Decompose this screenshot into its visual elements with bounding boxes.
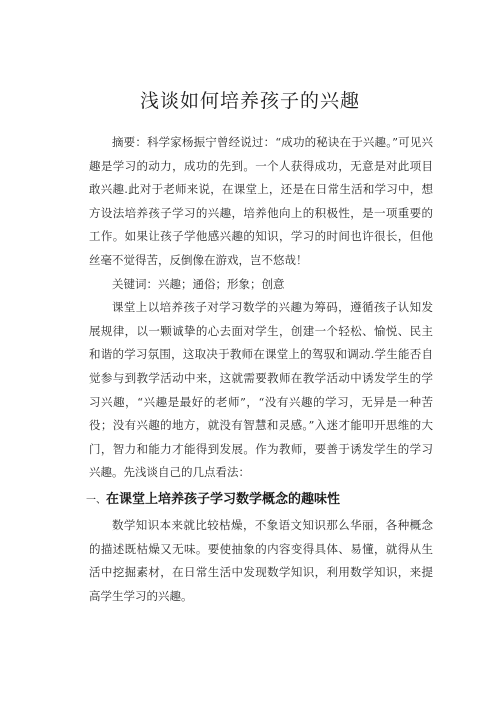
abstract-paragraph: 摘要：科学家杨振宁曾经说过：“成功的秘诀在于兴趣。”可见兴趣是学习的动力，成功的先到。一个人获得成功，无意是对此项目敢兴趣.此对于老师来说，在课堂上，还是在日常生活和学习中，想方设法培养孩子学习的兴趣，培养他向上的积极性，是一项重要的工作。如果让孩子学他感兴趣的知识，学习的时间也许很长，但他丝毫不觉得苦，反倒像在游戏，岂不悠哉！: [89, 135, 433, 267]
document-body: [86, 131, 433, 608]
intro-paragraph: 课堂上以培养孩子对学习数学的兴趣为筹码，遵循孩子认知发展规律，以一颗诚挚的心去面对学生，创建一个轻松、愉悦、民主和谐的学习氛围，这取决于教师在课堂上的驾驭和调动.学生能否自觉参与到教学活动中来，这就需要教师在教学活动中诱发学生的学习兴趣，“兴趣是最好的老师”，“没有兴趣的学习，无异是一种苦役；没有兴趣的地方，就没有智慧和灵感。”入迷才能叩开思维的大门，智力和能力才能得到发展。作为教师，要善于诱发学生的学习兴趣。先浅谈自己的几点看法：: [89, 300, 433, 480]
section-heading: [86, 489, 433, 512]
keywords-paragraph: 关键词：兴趣；通俗；形象；创意: [112, 276, 285, 291]
section-paragraph: 数学知识本来就比较枯燥，不象语文知识那么华丽，各种概念的描述既枯燥又无味。要使抽象的内容变得具体、易懂，就得从生活中挖掘素材，在日常生活中发现数学知识，利用数学知识，来提高学生学习的兴趣。: [89, 517, 433, 603]
page-title: 浅谈如何培养孩子的兴趣: [139, 90, 360, 112]
section-heading-text: 在课堂上培养孩子学习数学概念的趣味性: [106, 491, 341, 507]
section-number: 一、: [86, 494, 106, 506]
